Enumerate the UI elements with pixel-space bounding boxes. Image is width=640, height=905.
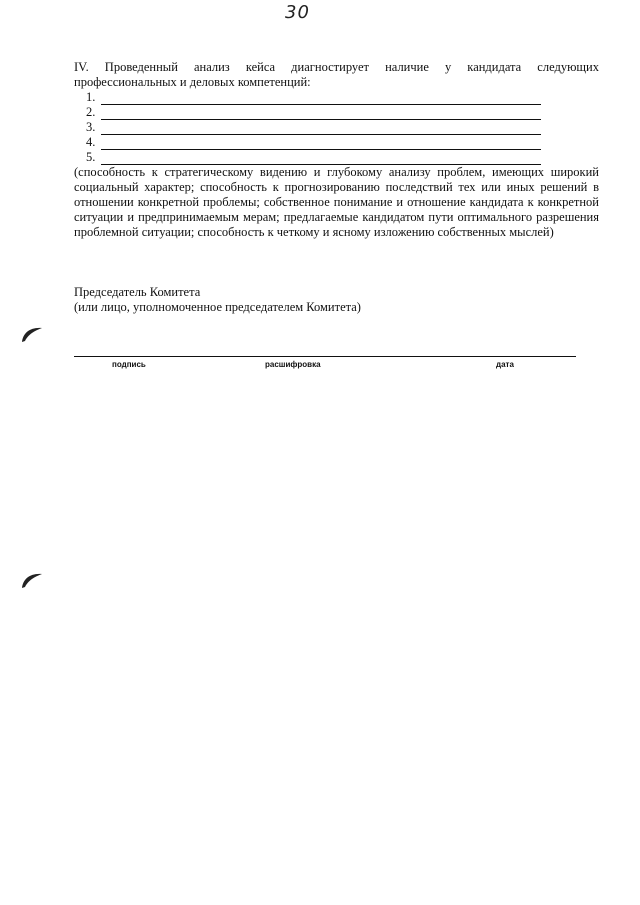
competencies-section — [74, 60, 599, 240]
competency-list — [86, 90, 599, 165]
list-number: 4. — [86, 135, 96, 149]
signature-label: подпись — [112, 360, 146, 369]
list-number: 3. — [86, 120, 96, 134]
list-number: 5. — [86, 150, 96, 164]
punch-hole-mark-icon — [20, 324, 44, 344]
chair-subtitle: (или лицо, уполномоченное председателем Комитета) — [74, 300, 361, 314]
punch-hole-mark-icon — [20, 570, 44, 590]
chair-block — [74, 285, 361, 315]
section-heading: IV. Проведенный анализ кейса диагностирует наличие у кандидата следующих профессиональных и деловых компетенций: — [74, 60, 599, 89]
page-number: 30 — [285, 2, 310, 23]
competency-item-3 — [86, 120, 599, 135]
signature-line — [74, 356, 576, 357]
competency-item-4 — [86, 135, 599, 150]
blank-answer-line — [101, 153, 541, 165]
blank-answer-line — [101, 93, 541, 105]
competency-item-2 — [86, 105, 599, 120]
competency-item-5 — [86, 150, 599, 165]
date-label: дата — [496, 360, 514, 369]
competency-description: (способность к стратегическому видению и глубокому анализу проблем, имеющих широкий социальный характер; способность к прогнозированию последствий тех или иных решений в отношении конкретной проблемы; собственное понимание и отношение кандидата к конкретной ситуации и предпринимаемым мерам; предлагаемые кандидатом пути оптимального разрешения проблемной ситуации; способность к четкому и ясному изложению собственных мыслей) — [74, 165, 599, 239]
blank-answer-line — [101, 108, 541, 120]
competency-item-1 — [86, 90, 599, 105]
decode-label: расшифровка — [265, 360, 321, 369]
blank-answer-line — [101, 138, 541, 150]
blank-answer-line — [101, 123, 541, 135]
chair-title: Председатель Комитета — [74, 285, 201, 299]
list-number: 2. — [86, 105, 96, 119]
list-number: 1. — [86, 90, 96, 104]
